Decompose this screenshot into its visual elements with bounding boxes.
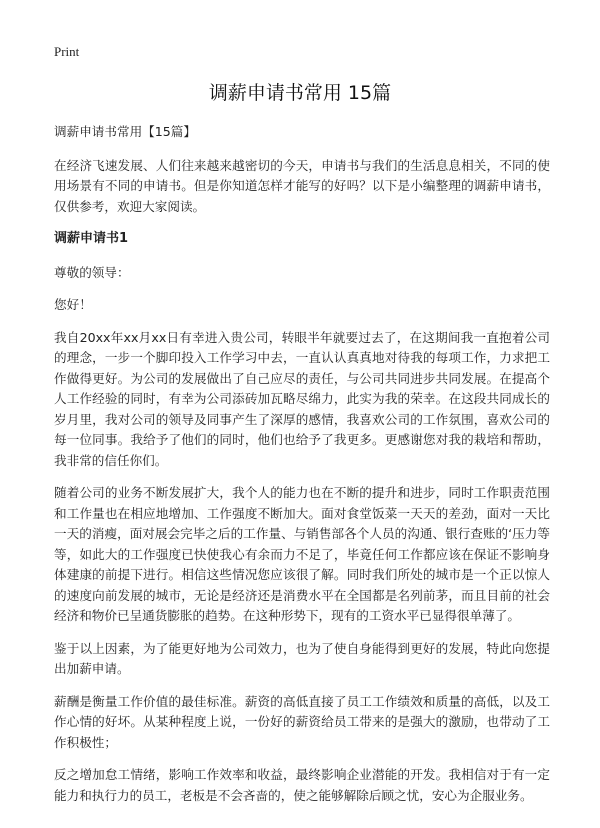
body-paragraph: 我自20xx年xx月xx日有幸进入贵公司，转眼半年就要过去了，在这期间我一直抱着公司的理念，一步一个脚印投入工作学习中去，一直认认真真地对待我的每项工作，力求把工作做得更好。为公司的发展做出了自己应尽的责任，与公司共同进步共同发展。在提高个人工作经验的同时，有幸为公司添砖加瓦略尽绵力，此实为我的荣幸。在这段共同成长的岁月里，我对公司的领导及同事产生了深厚的感情，我喜欢公司的工作氛围，喜欢公司的每一位同事。我给予了他们的同时，他们也给予了我更多。更感谢您对我的栽培和帮助，我非常的信任你们。	[54, 329, 550, 468]
greeting: 您好！	[54, 297, 92, 312]
section-heading: 调薪申请书1	[54, 231, 129, 246]
salutation: 尊敬的领导：	[54, 264, 130, 280]
body-paragraph: 随着公司的业务不断发展扩大，我个人的能力也在不断的提升和进步，同时工作职责范围和工作量也在相应地增加、工作强度不断加大。面对食堂饭菜一天天的差劲，面对一天比一天的消瘦，面对展会完毕之后的工作量、与销售部各个人员的沟通、银行查账的‘压力等等，如此大的工作强度已快使我心有余而力不足了，毕竟任何工作都应该在保证不影响身体建康的前提下进行。相信这些情况您应该很了解。同时我们所处的城市是一个正以惊人的速度向前发展的城市，无论是经济还是消费水平在全国都是名列前茅，而且目前的社会经济和物价已呈通货膨胀的趋势。在这种形势下，现有的工资水平已显得很单薄了。	[54, 485, 550, 623]
intro-paragraph: 在经济飞速发展、人们往来越来越密切的今天，申请书与我们的生活息息相关，不同的使用场景有不同的申请书。但是你知道怎样才能写的好吗？以下是小编整理的调薪申请书，仅供参考，欢迎大家阅读。	[54, 157, 550, 214]
print-link[interactable]: Print	[54, 44, 80, 59]
body-paragraph: 鉴于以上因素，为了能更好地为公司效力，也为了使自身能得到更好的发展，特此向您提出加薪申请。	[54, 640, 550, 676]
document-subtitle: 调薪申请书常用【15篇】	[54, 124, 196, 139]
document-body	[54, 122, 550, 818]
body-paragraph: 薪酬是衡量工作价值的最佳标准。薪资的高低直接了员工工作绩效和质量的高低，以及工作心情的好坏。从某种程度上说，一份好的薪资给员工带来的是强大的激励，也带动了工作积极性；	[54, 693, 550, 750]
body-paragraph: 反之增加怠工情绪，影响工作效率和收益，最终影响企业潜能的开发。我相信对于有一定能力和执行力的员工，老板是不会吝啬的，使之能够解除后顾之忧，安心为企服业务。	[54, 767, 550, 803]
page-title: 调薪申请书常用 15篇	[208, 82, 392, 104]
